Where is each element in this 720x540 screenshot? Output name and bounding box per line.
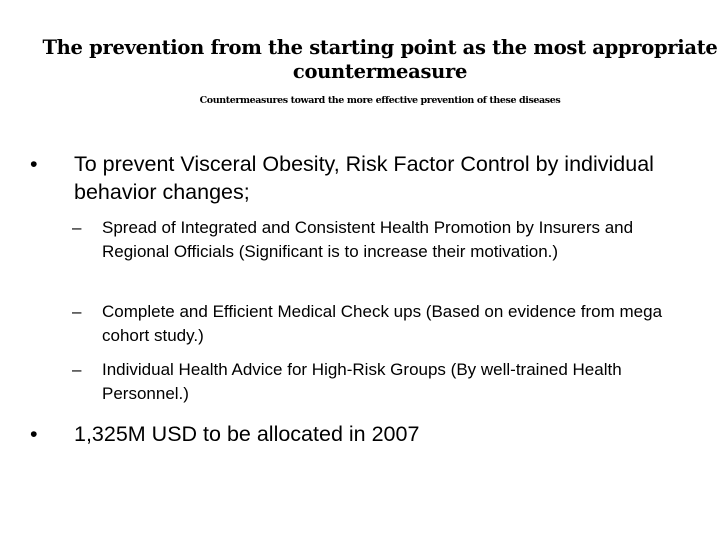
bullet-item xyxy=(30,150,700,206)
bullet-item xyxy=(30,420,700,448)
sub-bullet-item xyxy=(72,300,702,348)
bullet-text: To prevent Visceral Obesity, Risk Factor Control by individual behavior changes; xyxy=(74,152,654,204)
sub-bullet-text: Spread of Integrated and Consistent Health Promotion by Insurers and Regional Officials (Significant is to increase their motivation.) xyxy=(102,218,634,261)
sub-bullet-marker: – xyxy=(72,360,82,379)
sub-bullet-item xyxy=(72,358,702,406)
sub-bullet-text: Individual Health Advice for High-Risk Groups (By well-trained Health Personnel.) xyxy=(102,360,622,403)
bullet-marker: • xyxy=(30,422,38,446)
sub-bullet-marker: – xyxy=(72,218,82,237)
slide-subtitle: Countermeasures toward the more effective prevention of these diseases xyxy=(199,95,561,106)
sub-bullet-text: Complete and Efficient Medical Check ups (Based on evidence from mega cohort study.) xyxy=(102,302,663,345)
slide-title: The prevention from the starting point as the most appropriate countermeasure xyxy=(42,36,718,83)
sub-bullet-marker: – xyxy=(72,302,82,321)
sub-bullet-item xyxy=(72,216,702,264)
bullet-marker: • xyxy=(30,152,38,176)
bullet-text: 1,325M USD to be allocated in 2007 xyxy=(74,422,420,446)
